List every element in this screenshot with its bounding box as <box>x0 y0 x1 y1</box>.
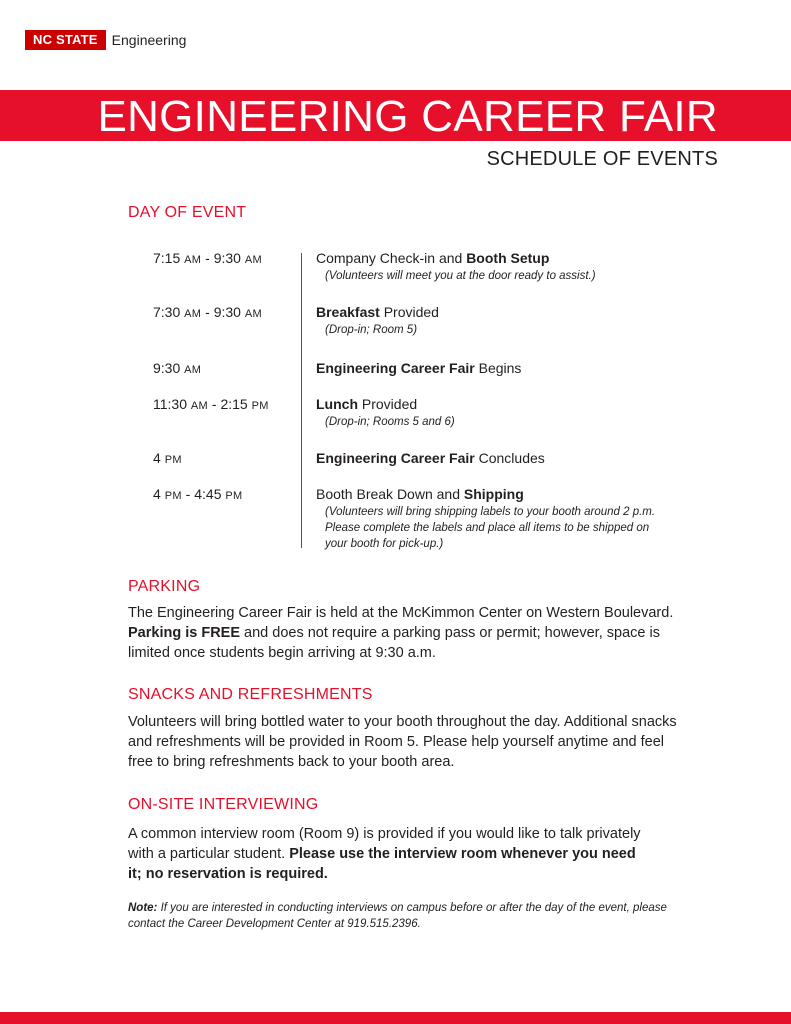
schedule-time: 7:15 AM - 9:30 AM <box>153 250 262 266</box>
schedule-time: 4 PM - 4:45 PM <box>153 486 243 502</box>
schedule-note: (Volunteers will meet you at the door ready to assist.) <box>325 270 596 282</box>
schedule-time: 4 PM <box>153 450 182 466</box>
schedule-note: (Drop-in; Room 5) <box>325 324 418 336</box>
schedule-time: 11:30 AM - 2:15 PM <box>153 396 269 412</box>
logo-unit: Engineering <box>111 32 187 48</box>
title-banner <box>0 90 791 141</box>
schedule-note: (Drop-in; Rooms 5 and 6) <box>325 416 455 428</box>
interviewing-text: A common interview room (Room 9) is provided if you would like to talk privately with a particular student. Please use the interview room whenever you need it; no reservation is required. <box>128 826 641 882</box>
schedule-divider <box>301 253 302 548</box>
schedule-title: Lunch Provided <box>316 396 418 412</box>
schedule-title: Engineering Career Fair Begins <box>316 360 522 376</box>
section-heading-interviewing: ON-SITE INTERVIEWING <box>128 796 319 813</box>
section-heading-day-of-event: DAY OF EVENT <box>128 204 247 221</box>
page-title: ENGINEERING CAREER FAIR <box>97 92 718 141</box>
logo-wordmark: NC STATE <box>25 30 106 50</box>
note-text: Note: If you are interested in conducting interviews on campus before or after the day of the event, please contact the Career Development Center at 919.515.2396. <box>128 902 667 930</box>
parking-text: The Engineering Career Fair is held at the McKimmon Center on Western Boulevard. Parking is FREE and does not require a parking pass or permit; however, space is limited once students begin arriving at 9:30 a.m. <box>128 605 674 661</box>
schedule-title: Engineering Career Fair Concludes <box>316 450 545 466</box>
schedule-time: 7:30 AM - 9:30 AM <box>153 304 262 320</box>
footer-bar <box>0 1012 791 1024</box>
schedule-note: (Volunteers will bring shipping labels to your booth around 2 p.m. Please complete the labels and place all items to be shipped on your booth for pick-up.) <box>325 506 656 550</box>
page-subtitle: SCHEDULE OF EVENTS <box>486 148 718 170</box>
schedule-title: Breakfast Provided <box>316 304 439 320</box>
ncstate-logo[interactable] <box>25 30 186 50</box>
schedule-time: 9:30 AM <box>153 360 202 376</box>
snacks-text: Volunteers will bring bottled water to your booth throughout the day. Additional snacks and refreshments will be provided in Room 5. Please help yourself anytime and feel free to bring refreshments back to your booth area. <box>128 714 677 770</box>
schedule-title: Company Check-in and Booth Setup <box>316 250 550 266</box>
section-heading-snacks: SNACKS AND REFRESHMENTS <box>128 686 373 703</box>
schedule-title: Booth Break Down and Shipping <box>316 486 524 502</box>
section-heading-parking: PARKING <box>128 578 201 595</box>
